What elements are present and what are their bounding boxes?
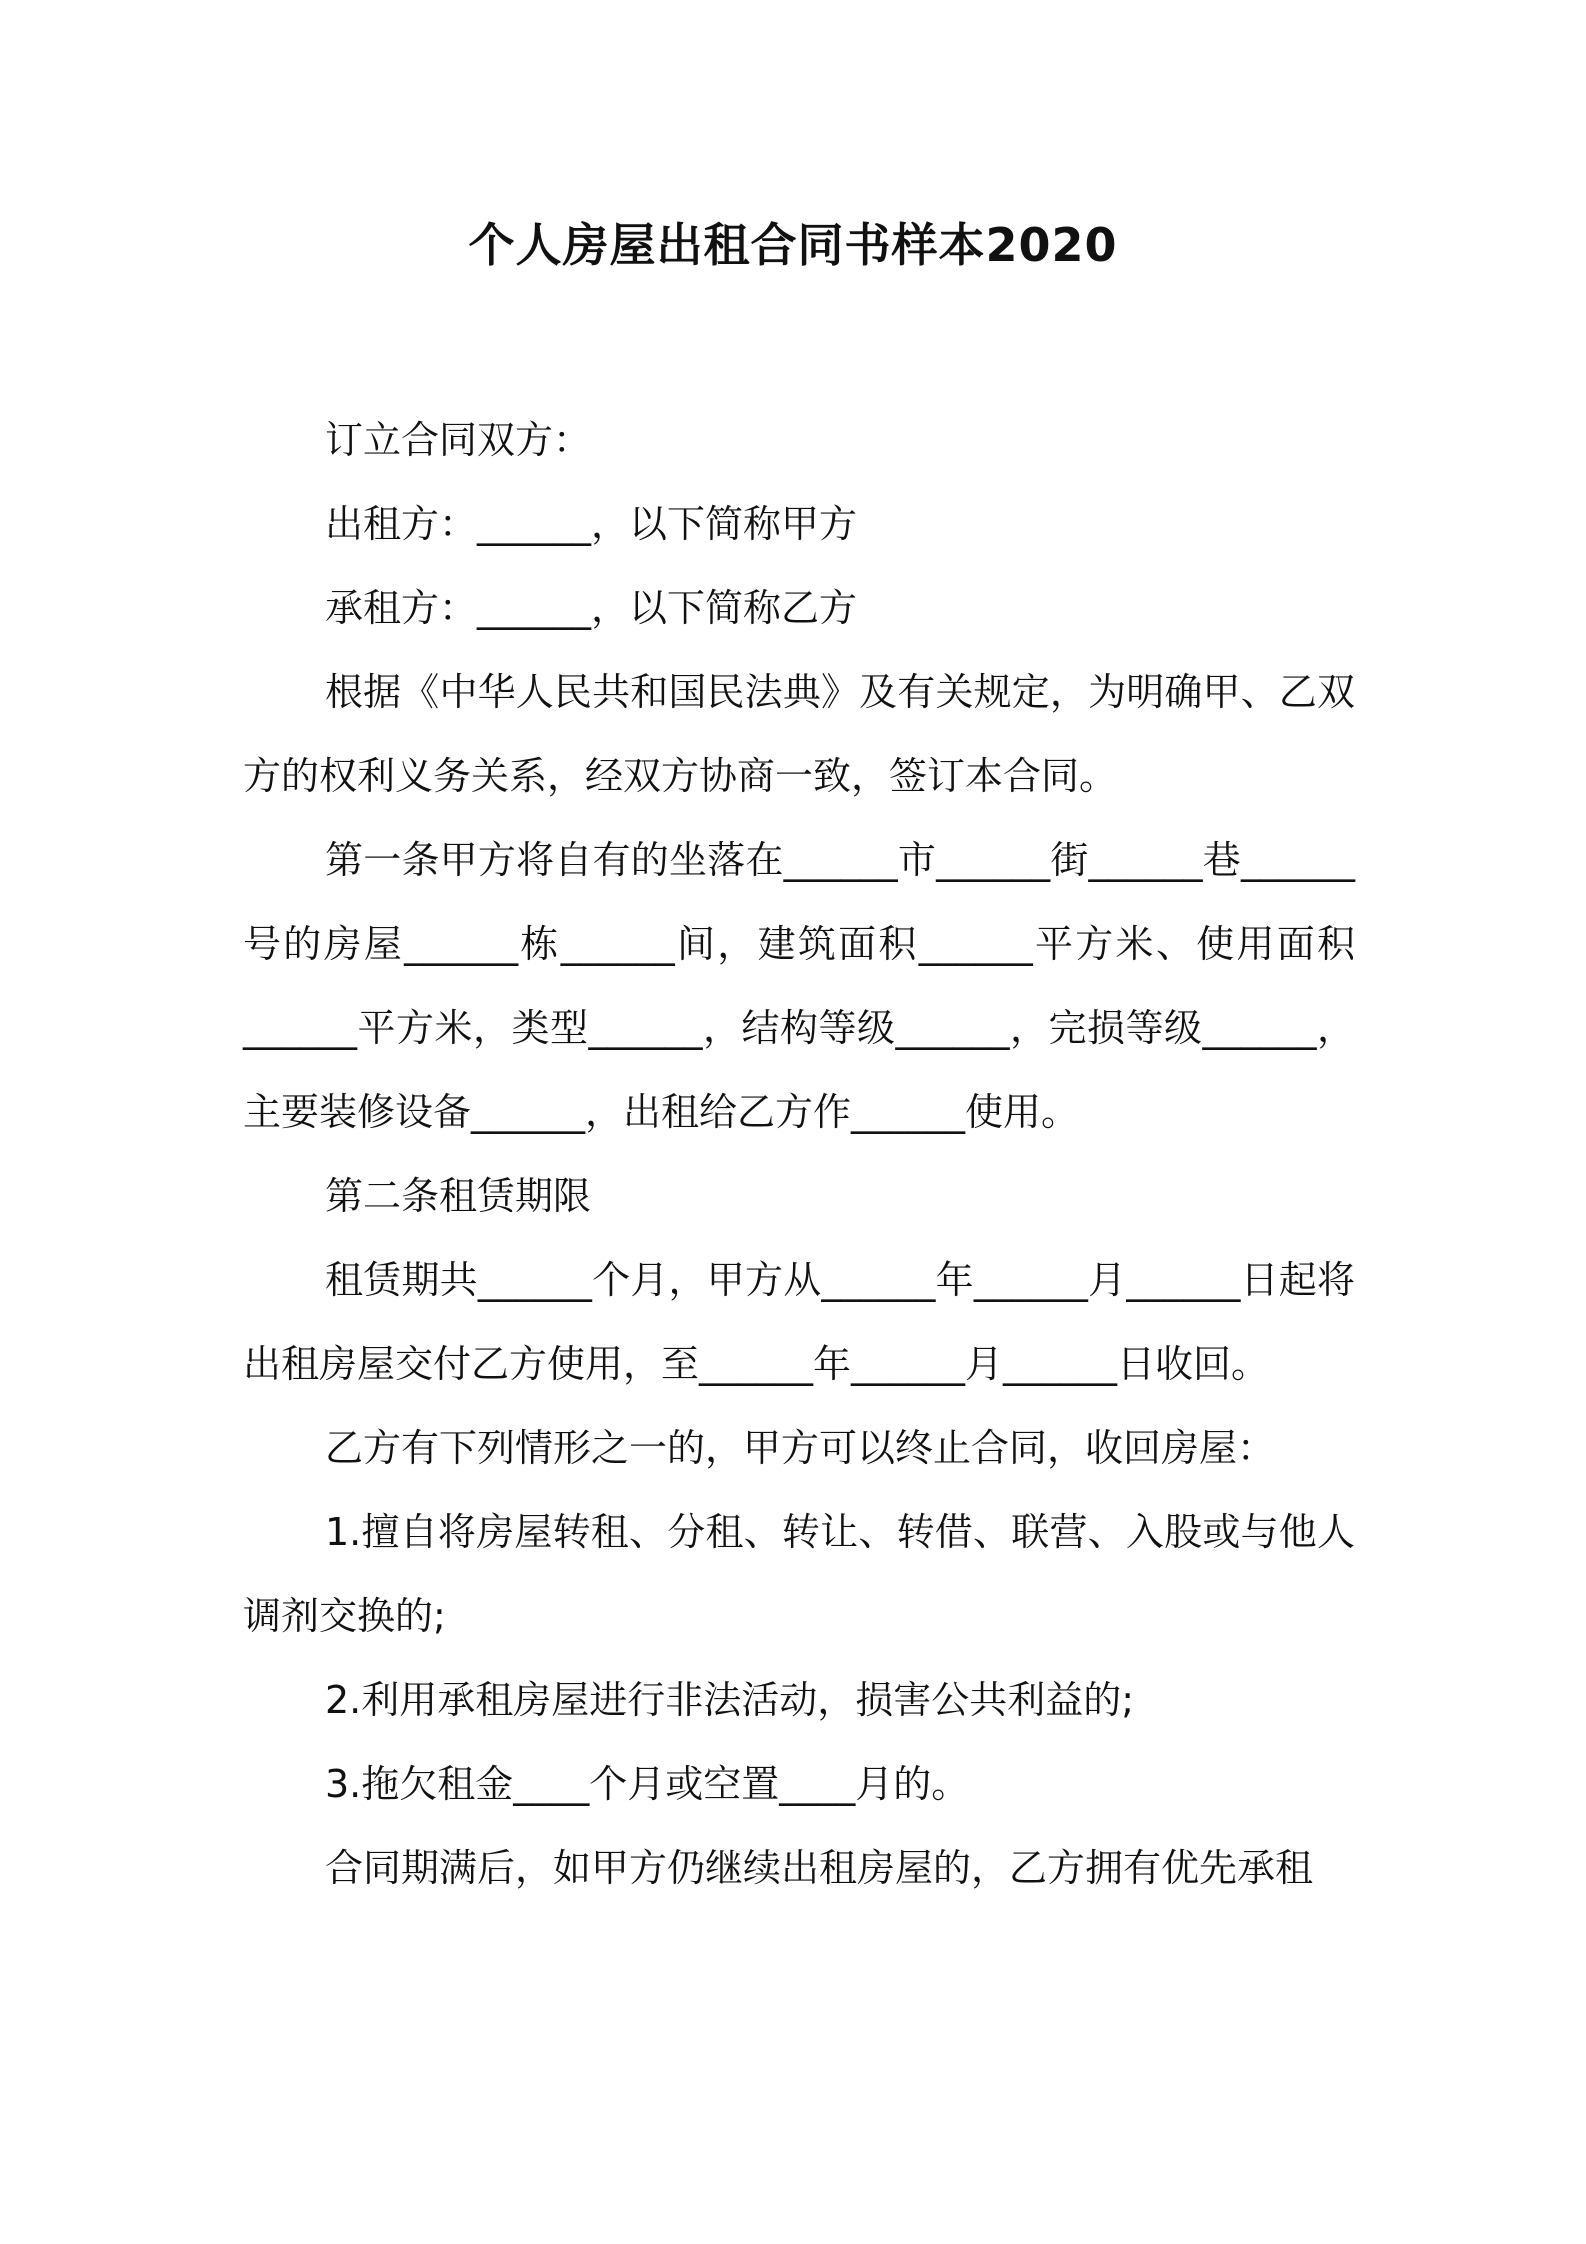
paragraph-termination-intro: 乙方有下列情形之一的，甲方可以终止合同，收回房屋： [325,1426,1276,1470]
paragraph-lessee: 承租方：______，以下简称乙方 [325,586,858,630]
paragraph-renewal: 合同期满后，如甲方仍继续出租房屋的，乙方拥有优先承租 [325,1846,1314,1890]
paragraph-termination-item-2: 2.利用承租房屋进行非法活动，损害公共利益的; [325,1678,1135,1722]
document-title: 个人房屋出租合同书样本2020 [468,218,1118,272]
paragraph-article-two-heading: 第二条租赁期限 [325,1174,592,1218]
paragraph-termination-item-3: 3.拖欠租金____个月或空置____月的。 [325,1762,970,1806]
paragraph-lessor: 出租方：______，以下简称甲方 [325,502,858,546]
paragraph-parties-heading: 订立合同双方： [325,418,592,462]
paragraph-lease-term: 租赁期共______个月，甲方从______年______月______日起将出租房屋交付乙方使用，至______年______月______日收回。 [243,1258,1355,1386]
document-body [243,398,1355,1910]
paragraph-basis: 根据《中华人民共和国民法典》及有关规定，为明确甲、乙双方的权利义务关系，经双方协商一致，签订本合同。 [243,670,1355,798]
paragraph-termination-item-1: 1.擅自将房屋转租、分租、转让、转借、联营、入股或与他人调剂交换的; [243,1510,1355,1638]
paragraph-article-one: 第一条甲方将自有的坐落在______市______街______巷______号的房屋______栋______间，建筑面积______平方米、使用面积______平方米，类型______，结构等级______，完损等级______，主要装修设备______，出租给乙方作______使用。 [243,838,1355,1134]
